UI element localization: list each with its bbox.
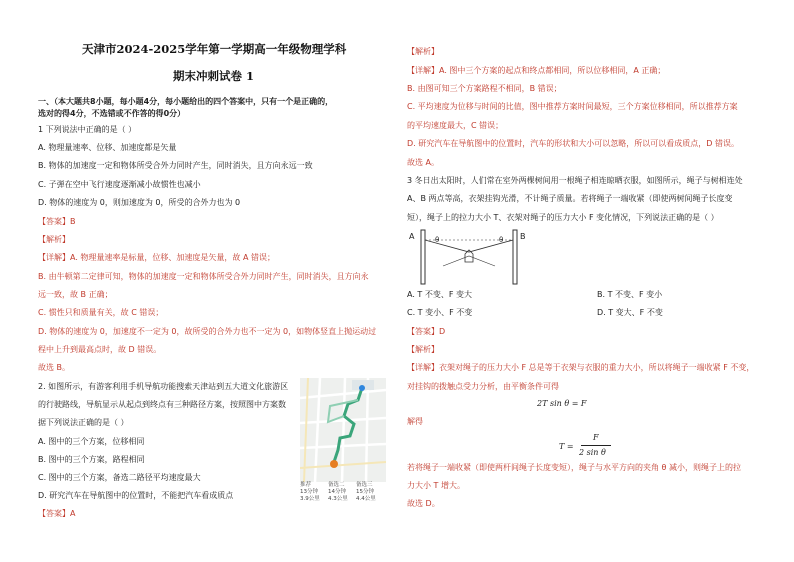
exam-title: 天津市2024-2025学年第一学期高一年级物理学科	[82, 42, 347, 56]
q1-detail-d-cont: 程中上升到最高点时，故 D 错误。	[38, 345, 162, 354]
q1-stem: 1 下列说法中正确的是（ ）	[38, 125, 137, 134]
route-distance: 3.9公里	[300, 496, 320, 502]
route-option-2[interactable]	[328, 482, 348, 503]
q2-detail-a: 【详解】A. 图中三个方案的起点和终点都相同，所以位移相同，A 正确；	[407, 66, 666, 75]
end-marker	[330, 460, 338, 468]
q3-detail-2: 对挂钩的拨触点受力分析，由平衡条件可得	[407, 382, 559, 391]
equation-2	[559, 434, 639, 458]
q1-option-d: D. 物体的速度为 0，则加速度为 0，所受的合外力也为 0	[38, 198, 241, 207]
route-name: 推荐	[300, 482, 312, 488]
q2-detail-c: C. 平均速度为位移与时间的比值，图中推荐方案时间最短，三个方案位移相同，所以推荐方案	[407, 102, 738, 111]
q3-option-c: C. T 变小、F 不变	[407, 308, 473, 317]
q3-detail-1: 【详解】衣架对绳子的压力大小 F 总是等于衣架与衣服的重力大小，所以将绳子一端收紧 F 不变，	[407, 363, 755, 372]
angle-left-label: θ	[435, 236, 440, 244]
equation-2-denominator: 2 sin θ	[579, 448, 606, 457]
start-marker	[359, 385, 365, 391]
point-a-label: A	[409, 232, 415, 241]
fraction-bar	[581, 445, 611, 446]
q2-option-b: B. 图中的三个方案，路程相同	[38, 455, 145, 464]
q2-detail-d: D. 研究汽车在导航图中的位置时，汽车的形状和大小可以忽略，所以可以看成质点，D 错误。	[407, 139, 739, 148]
section-header-cont: 选对的得4分，不选错或不作答的得0分）	[38, 109, 186, 118]
q2-analysis: 【解析】	[407, 47, 439, 56]
q1-answer: 【答案】B	[38, 217, 76, 226]
section-header: 一、（本大题共8小题，每小题4分，每小题给出的四个答案中，只有一个是正确的，	[38, 97, 334, 106]
route-option-3[interactable]	[356, 482, 376, 503]
q3-stem: 3 冬日出太阳时，人们常在室外两棵树间用一根绳子相连晾晒衣服，如图所示，绳子与树相连处	[407, 176, 743, 185]
q1-detail-b: B. 由牛顿第二定律可知，物体的加速度一定和物体所受合外力同时产生，同时消失，且方向永	[38, 272, 369, 281]
equation-1: 2T sin θ = F	[537, 399, 587, 408]
q3-detail-4: 力大小 T 增大。	[407, 481, 465, 490]
route-time: 15分钟	[356, 489, 374, 495]
route-name: 备选三	[356, 482, 373, 488]
q2-stem: 2. 如图所示，有游客利用手机导航功能搜索天津站到五大道文化旅游区	[38, 382, 289, 391]
q1-detail-c: C. 惯性只和质量有关，故 C 错误；	[38, 308, 164, 317]
q3-option-b: B. T 不变、F 变小	[597, 290, 663, 299]
q2-option-c: C. 图中的三个方案，备选二路径平均速度最大	[38, 473, 201, 482]
q3-analysis: 【解析】	[407, 345, 439, 354]
q1-option-c: C. 子弹在空中飞行速度逐渐减小故惯性也减小	[38, 180, 201, 189]
q1-option-b: B. 物体的加速度一定和物体所受合外力同时产生，同时消失，且方向永远一致	[38, 161, 313, 170]
route-distance: 4.4公里	[356, 496, 376, 502]
q3-answer: 【答案】D	[407, 327, 446, 336]
angle-right-label: θ	[499, 236, 504, 244]
q2-option-a: A. 图中的三个方案，位移相同	[38, 437, 145, 446]
route-name: 备选二	[328, 482, 345, 488]
q2-stem-cont: 的行驶路线，导航显示从起点到终点有三种路径方案，按照图中方案数	[38, 400, 286, 409]
q3-detail-3: 若将绳子一端收紧（即使两杆间绳子长度变短），绳子与水平方向的夹角 θ 减小，则绳子上的拉	[407, 463, 741, 472]
q1-option-a: A. 物理量速率、位移、加速度都是矢量	[38, 143, 177, 152]
q3-conclusion: 故选 D。	[407, 499, 440, 508]
q3-option-d: D. T 变大、F 不变	[597, 308, 663, 317]
q2-option-d: D. 研究汽车在导航图中的位置时，不能把汽车看成质点	[38, 491, 234, 500]
q1-detail-a: 【详解】A. 物理量速率是标量，位移、加速度是矢量，故 A 错误；	[38, 253, 275, 262]
navigation-map	[300, 378, 386, 508]
clothesline-diagram	[407, 228, 537, 286]
q2-detail-b: B. 由图可知三个方案路程不相同，B 错误；	[407, 84, 562, 93]
q3-stem-cont: A、B 两点等高，衣架挂钩光滑，不计绳子质量。若将绳子一端收紧（即使两树间绳子长度变	[407, 194, 733, 203]
q2-stem-cont2: 据下列说法正确的是（ ）	[38, 418, 129, 427]
q3-stem-cont2: 短），绳子上的拉力大小 T、衣架对绳子的压力大小 F 变化情况，下列说法正确的是（ ）	[407, 213, 719, 222]
exam-subtitle: 期末冲刺试卷 1	[173, 69, 255, 83]
clothesline-graphic	[407, 228, 537, 286]
q1-detail-b-cont: 远一致，故 B 正确；	[38, 290, 113, 299]
q1-detail-d: D. 物体的速度为 0，加速度不一定为 0，故所受的合外力也不一定为 0，如物体竖直上抛运动过	[38, 327, 377, 336]
route-option-1[interactable]	[300, 482, 320, 503]
q2-conclusion: 故选 A。	[407, 158, 440, 167]
q1-conclusion: 故选 B。	[38, 363, 71, 372]
q1-analysis: 【解析】	[38, 235, 70, 244]
equation-2-numerator: F	[593, 433, 599, 442]
q3-solve-label: 解得	[407, 417, 423, 426]
route-time: 14分钟	[328, 489, 346, 495]
q2-answer: 【答案】A	[38, 509, 76, 518]
q2-detail-c-cont: 的平均速度最大，C 错误；	[407, 121, 504, 130]
q3-option-a: A. T 不变、F 变大	[407, 290, 472, 299]
equation-2-lhs: T =	[559, 442, 574, 451]
point-b-label: B	[520, 232, 526, 241]
route-time: 13分钟	[300, 489, 318, 495]
route-distance: 4.3公里	[328, 496, 348, 502]
